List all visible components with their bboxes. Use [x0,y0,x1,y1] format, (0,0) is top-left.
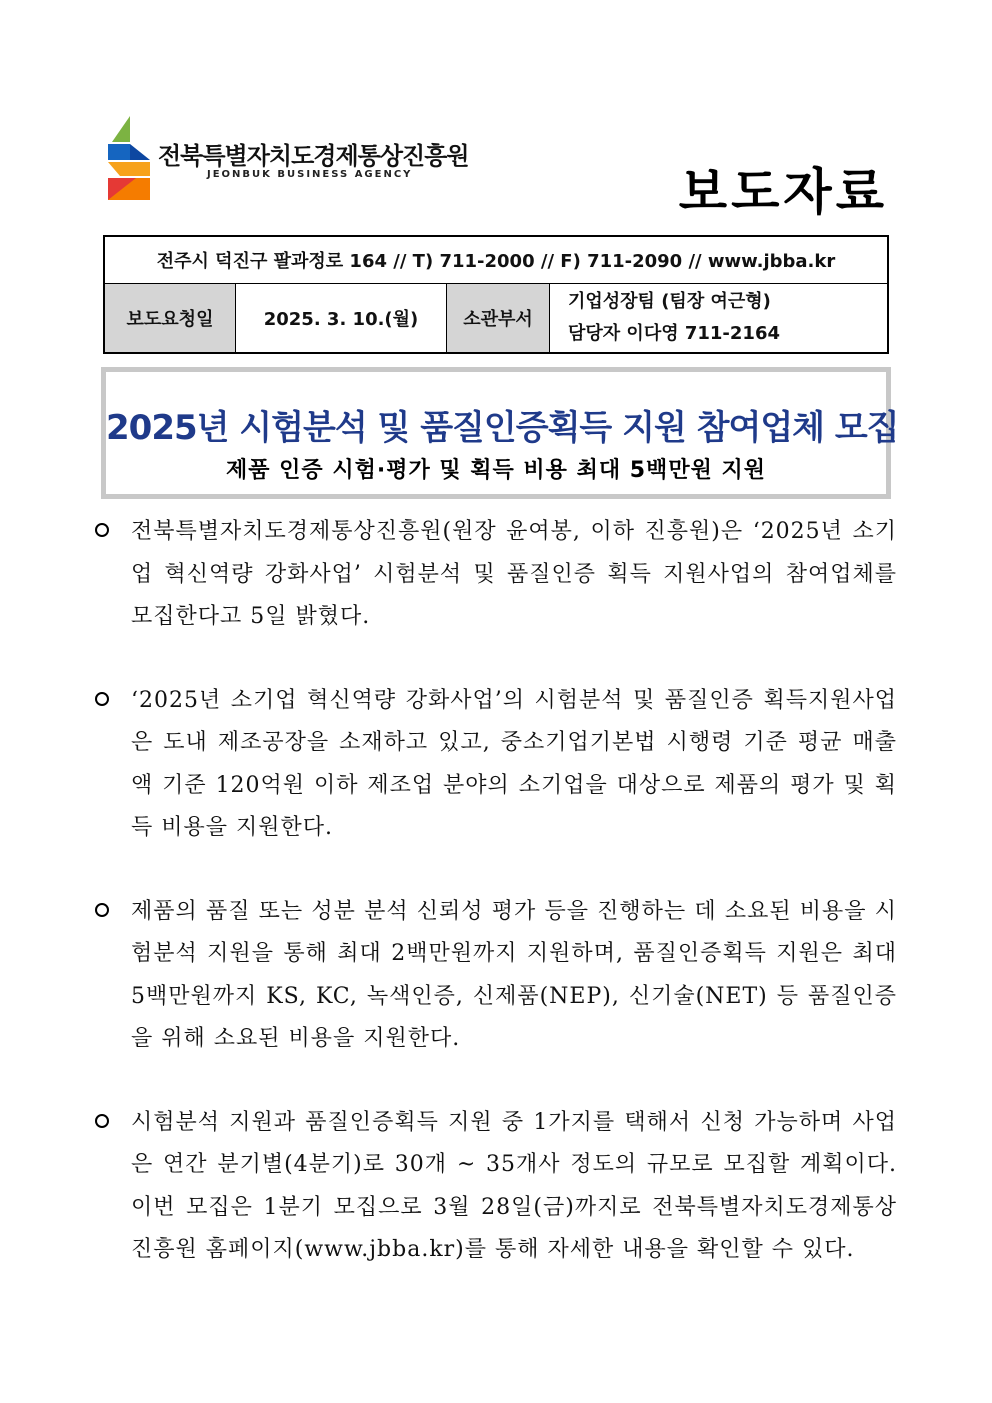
org-name-en: JEONBUK BUSINESS AGENCY [207,169,413,180]
paragraph-text: 시험분석 지원과 품질인증획득 지원 중 1가지를 택해서 신청 가능하며 사업은 연간 분기별(4분기)로 30개 ~ 35개사 정도의 규모로 모집할 계획이다. 이번 모집은 1분기 모집으로 3월 28일(금)까지로 전북특별자치도경제통상진흥원 홈페이지(www.jbba.kr)를 통해 자세한 내용을 확인할 수 있다. [131,1109,897,1262]
circle-bullet-icon [95,692,109,706]
paragraph-text: 전북특별자치도경제통상진흥원(원장 윤여봉, 이하 진흥원)은 ‘2025년 소기업 혁신역량 강화사업’ 시험분석 및 품질인증 획득 지원사업의 참여업체를 모집한다고 5일 밝혔다. [131,519,897,629]
main-title: 2025년 시험분석 및 품질인증획득 지원 참여업체 모집 [106,408,899,448]
circle-bullet-icon [95,523,109,537]
article-body [95,511,897,1313]
dept-label: 소관부서 [447,284,550,354]
info-table [103,235,889,354]
paragraph-text: ‘2025년 소기업 혁신역량 강화사업’의 시험분석 및 품질인증 획득지원사업은 도내 제조공장을 소재하고 있고, 중소기업기본법 시행령 기준 평균 매출액 기준 120억원 이하 제조업 분야의 소기업을 대상으로 제품의 평가 및 획득 비용을 지원한다. [131,687,897,840]
paragraph [95,680,897,850]
date-value: 2025. 3. 10.(월) [236,284,447,354]
dept-line-contact: 담당자 이다영 711-2164 [568,323,781,344]
headline-box [101,367,899,499]
paragraph [95,511,897,639]
circle-bullet-icon [95,903,109,917]
dept-line-team: 기업성장팀 (팀장 여근형) [568,291,771,312]
doc-type-heading: 보도자료 [678,163,888,221]
paragraph [95,1102,897,1272]
paragraph [95,891,897,1061]
org-logo [106,116,469,206]
date-label: 보도요청일 [104,284,236,354]
address-line: 전주시 덕진구 팔과정로 164 // T) 711-2000 // F) 711-2090 // www.jbba.kr [104,236,888,284]
sub-title: 제품 인증 시험·평가 및 획득 비용 최대 5백만원 지원 [226,458,766,483]
org-name: 전북특별자치도경제통상진흥원 [158,142,469,170]
dept-info [550,284,889,354]
logo-mark-icon [106,116,154,202]
paragraph-text: 제품의 품질 또는 성분 분석 신뢰성 평가 등을 진행하는 데 소요된 비용을 시험분석 지원을 통해 최대 2백만원까지 지원하며, 품질인증획득 지원은 최대 5백만원까지 KS, KC, 녹색인증, 신제품(NEP), 신기술(NET) 등 품질인증을 위해 소요된 비용을 지원한다. [131,898,897,1051]
circle-bullet-icon [95,1114,109,1128]
